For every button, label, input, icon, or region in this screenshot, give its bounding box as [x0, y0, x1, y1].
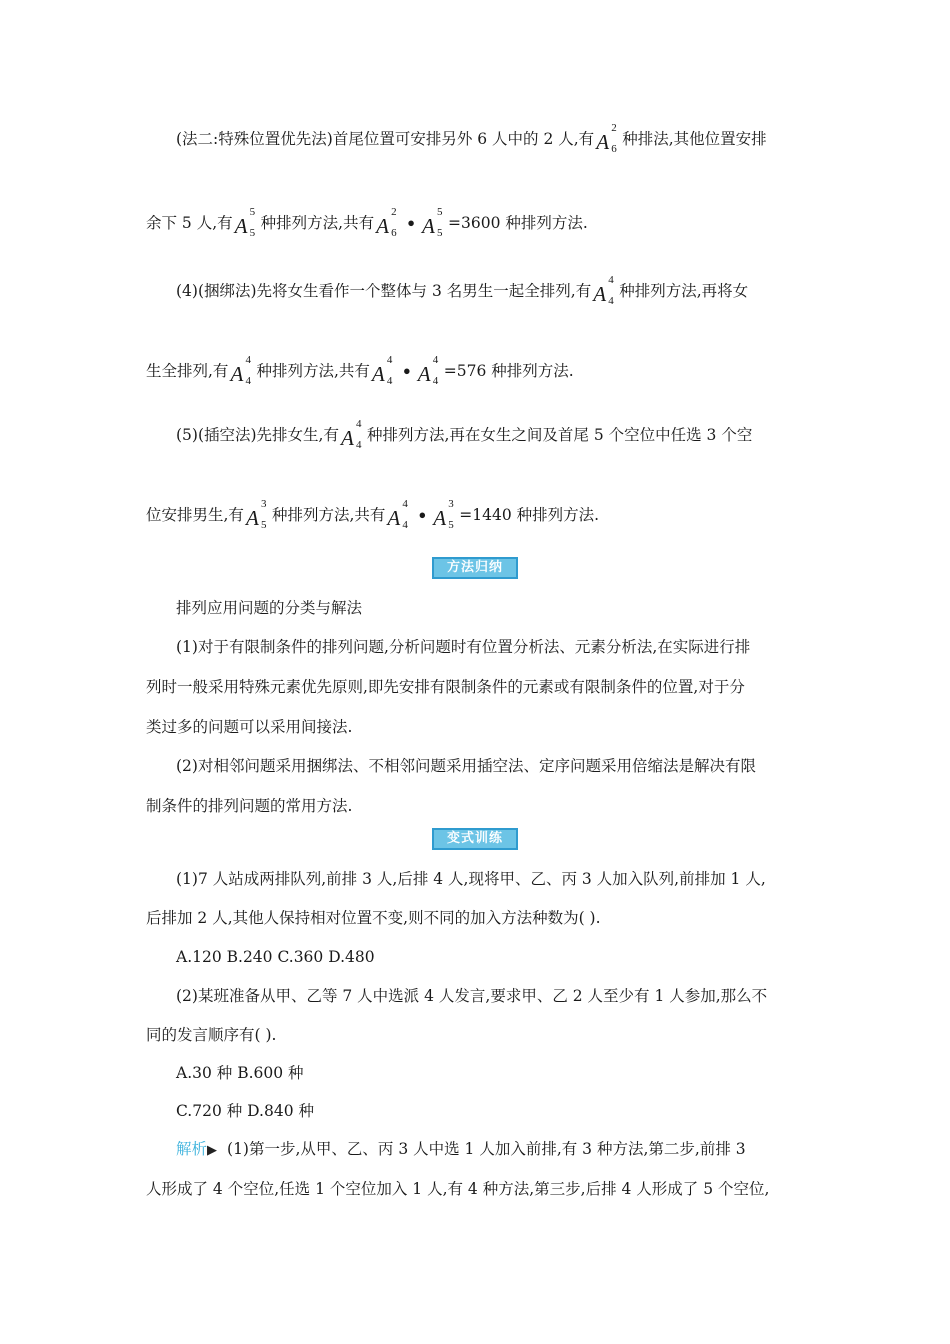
exercise-question-2: (2)某班准备从甲、乙等 7 人中选派 4 人发言,要求甲、乙 2 人至少有 1 人参加,那么不 [176, 987, 768, 1005]
solution-line: 人形成了 4 个空位,任选 1 个空位加入 1 人,有 4 种方法,第三步,后排 4 人形成了 5 个空位, [146, 1180, 770, 1198]
permutation-symbol: A 4 4 [340, 418, 362, 451]
solution-label: 解析 [176, 1140, 208, 1158]
permutation-symbol: A 4 4 [230, 354, 251, 387]
multiply-dot: • [417, 506, 428, 525]
permutation-symbol: A 4 4 [593, 274, 614, 307]
paragraph-insertion-method: (5)(插空法)先排女生,有 A 4 4 种排列方法,再在女生之间及首尾 5 个空位中任选 3 个空 [176, 418, 753, 451]
summary-line: 制条件的排列问题的常用方法. [146, 797, 353, 815]
permutation-symbol: A 4 4 [417, 354, 439, 387]
section-badge-method-summary: 方法归纳 [432, 557, 518, 579]
permutation-symbol: A 5 5 [234, 206, 256, 239]
permutation-symbol: A 4 4 [387, 498, 408, 531]
multiply-dot: • [406, 214, 417, 233]
permutation-symbol: A 3 5 [433, 498, 454, 531]
permutation-symbol: A 5 5 [422, 206, 443, 239]
permutation-symbol: A 2 6 [596, 122, 617, 155]
summary-line: 列时一般采用特殊元素优先原则,即先安排有限制条件的元素或有限制条件的位置,对于分 [146, 678, 745, 696]
exercise-question-1: (1)7 人站成两排队列,前排 3 人,后排 4 人,现将甲、乙、丙 3 人加入队列,前排加 1 人, [176, 870, 766, 888]
summary-title: 排列应用问题的分类与解法 [176, 599, 363, 617]
permutation-symbol: A 2 6 [376, 206, 397, 239]
section-badge-variant-training: 变式训练 [432, 828, 518, 850]
exercise-question-1-options: A.120 B.240 C.360 D.480 [176, 948, 375, 966]
paragraph-result-3600: 余下 5 人,有 A 5 5 种排列方法,共有 A 2 6 • A 5 5 =3600 种排列方法. [146, 206, 588, 239]
exercise-question-2-options: C.720 种 D.840 种 [176, 1102, 314, 1120]
paragraph-result-576: 生全排列,有 A 4 4 种排列方法,共有 A 4 4 • A 4 4 =576 种排列方法. [146, 354, 574, 387]
permutation-symbol: A 4 4 [371, 354, 393, 387]
exercise-question-2: 同的发言顺序有( ). [146, 1026, 277, 1044]
summary-line: (1)对于有限制条件的排列问题,分析问题时有位置分析法、元素分析法,在实际进行排 [176, 638, 751, 656]
multiply-dot: • [401, 362, 412, 381]
permutation-symbol: A 3 5 [245, 498, 267, 531]
paragraph-result-1440: 位安排男生,有 A 3 5 种排列方法,共有 A 4 4 • A 3 5 =1440 种排列方法. [146, 498, 600, 531]
triangle-arrow-icon: ▶ [207, 1143, 218, 1158]
exercise-question-2-options: A.30 种 B.600 种 [176, 1064, 304, 1082]
summary-line: 类过多的问题可以采用间接法. [146, 718, 353, 736]
summary-line: (2)对相邻问题采用捆绑法、不相邻问题采用插空法、定序问题采用倍缩法是解决有限 [176, 757, 756, 775]
paragraph-method-two: (法二:特殊位置优先法)首尾位置可安排另外 6 人中的 2 人,有 A 2 6 种排法,其他位置安排 [176, 122, 767, 155]
paragraph-bundling-method: (4)(捆绑法)先将女生看作一个整体与 3 名男生一起全排列,有 A 4 4 种排列方法,再将女 [176, 274, 749, 307]
exercise-question-1: 后排加 2 人,其他人保持相对位置不变,则不同的加入方法种数为( ). [146, 909, 601, 927]
solution-line: 解析▶ (1)第一步,从甲、乙、丙 3 人中选 1 人加入前排,有 3 种方法,第二步,前排 3 [176, 1140, 746, 1158]
